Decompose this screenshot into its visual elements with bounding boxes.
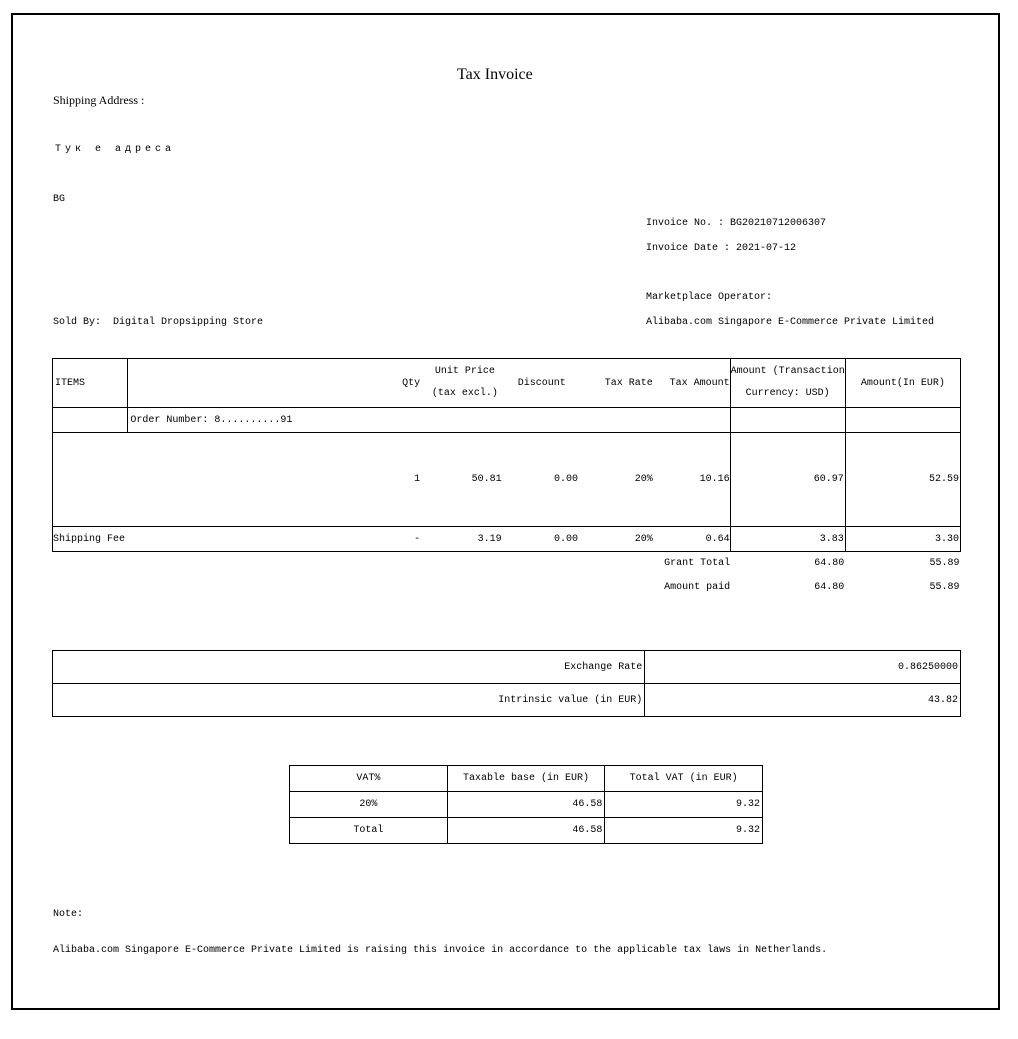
header-amount-transaction-line2: Currency: USD) [745,388,830,399]
intrinsic-value: 43.82 [645,684,961,717]
grant-total-row [53,552,961,576]
shipping-amount-eur: 3.30 [845,527,960,552]
vat-total-label: Total [290,818,448,844]
product-discount: 0.00 [504,433,580,527]
product-unit-price: 50.81 [426,433,503,527]
vat-header-total: Total VAT (in EUR) [605,766,763,792]
shipping-tax-rate: 20% [580,527,655,552]
exchange-table [52,650,961,717]
invoice-number-value: BG20210712006307 [730,218,827,229]
amount-paid-row [53,576,961,600]
exchange-rate-row [53,651,961,684]
vat-table [289,765,763,844]
intrinsic-value-label: Intrinsic value (in EUR) [53,684,645,717]
amount-paid-usd: 64.80 [814,582,845,593]
vat-header-base: Taxable base (in EUR) [447,766,605,792]
sold-by-label: Sold By: [53,317,102,328]
shipping-tax-amount: 0.64 [655,527,730,552]
vat-row-rate: 20% [290,792,448,818]
shipping-country: BG [53,194,66,205]
note-text: Alibaba.com Singapore E-Commerce Private Limited is raising this invoice in accordance to the applicable tax laws in Netherlands. [53,945,828,956]
items-table [52,358,961,600]
vat-row [290,792,763,818]
invoice-number-label: Invoice No. : [646,218,731,229]
header-unit-price-line2: (tax excl.) [431,388,498,399]
amount-paid-label: Amount paid [664,582,731,593]
amount-paid-eur: 55.89 [929,582,960,593]
header-unit-price [426,359,503,408]
shipping-discount: 0.00 [504,527,580,552]
sold-by-value: Digital Dropsipping Store [113,317,264,328]
product-row [53,433,961,527]
vat-total-base: 46.58 [447,818,605,844]
header-tax-rate: Tax Rate [580,359,655,408]
sold-by [53,317,263,328]
header-amount-eur: Amount(In EUR) [845,359,960,408]
vat-header-row [290,766,763,792]
page-title: Tax Invoice [457,66,533,83]
product-qty: 1 [353,433,426,527]
shipping-qty: - [353,527,426,552]
marketplace-label: Marketplace Operator: [646,292,773,303]
header-qty: Qty [353,359,426,408]
vat-total-vat: 9.32 [605,818,763,844]
product-amount-usd: 60.97 [730,433,845,527]
product-amount-eur: 52.59 [845,433,960,527]
marketplace-name: Alibaba.com Singapore E-Commerce Private Limited [646,317,935,328]
exchange-rate-value: 0.86250000 [645,651,961,684]
shipping-address-label: Shipping Address : [53,93,145,107]
grant-total-usd: 64.80 [814,558,845,570]
note-label: Note: [53,909,84,920]
intrinsic-value-row [53,684,961,717]
header-amount-transaction-line1: Amount (Transaction [730,366,845,377]
header-tax-amount: Tax Amount [655,359,730,408]
vat-row-total: 9.32 [605,792,763,818]
vat-header-rate: VAT% [290,766,448,792]
invoice-date [646,243,796,254]
invoice-date-label: Invoice Date : [646,243,737,254]
invoice-number [646,218,826,229]
order-number-row [53,408,961,433]
product-tax-rate: 20% [580,433,655,527]
shipping-label: Shipping Fee [53,527,354,552]
vat-total-row [290,818,763,844]
vat-row-base: 46.58 [447,792,605,818]
items-header-row [53,359,961,408]
shipping-row [53,527,961,552]
header-discount: Discount [504,359,580,408]
order-number: Order Number: 8..........91 [128,408,655,433]
header-unit-price-line1: Unit Price [434,366,495,377]
invoice-date-value: 2021-07-12 [736,243,797,254]
product-tax-amount: 10.16 [655,433,730,527]
exchange-rate-label: Exchange Rate [53,651,645,684]
header-items: ITEMS [53,359,128,408]
grant-total-eur: 55.89 [929,558,960,570]
header-amount-transaction [730,359,845,408]
shipping-unit-price: 3.19 [426,527,503,552]
grant-total-label: Grant Total [664,558,731,570]
shipping-address-line: Тук е адреса [55,144,176,155]
shipping-amount-usd: 3.83 [730,527,845,552]
